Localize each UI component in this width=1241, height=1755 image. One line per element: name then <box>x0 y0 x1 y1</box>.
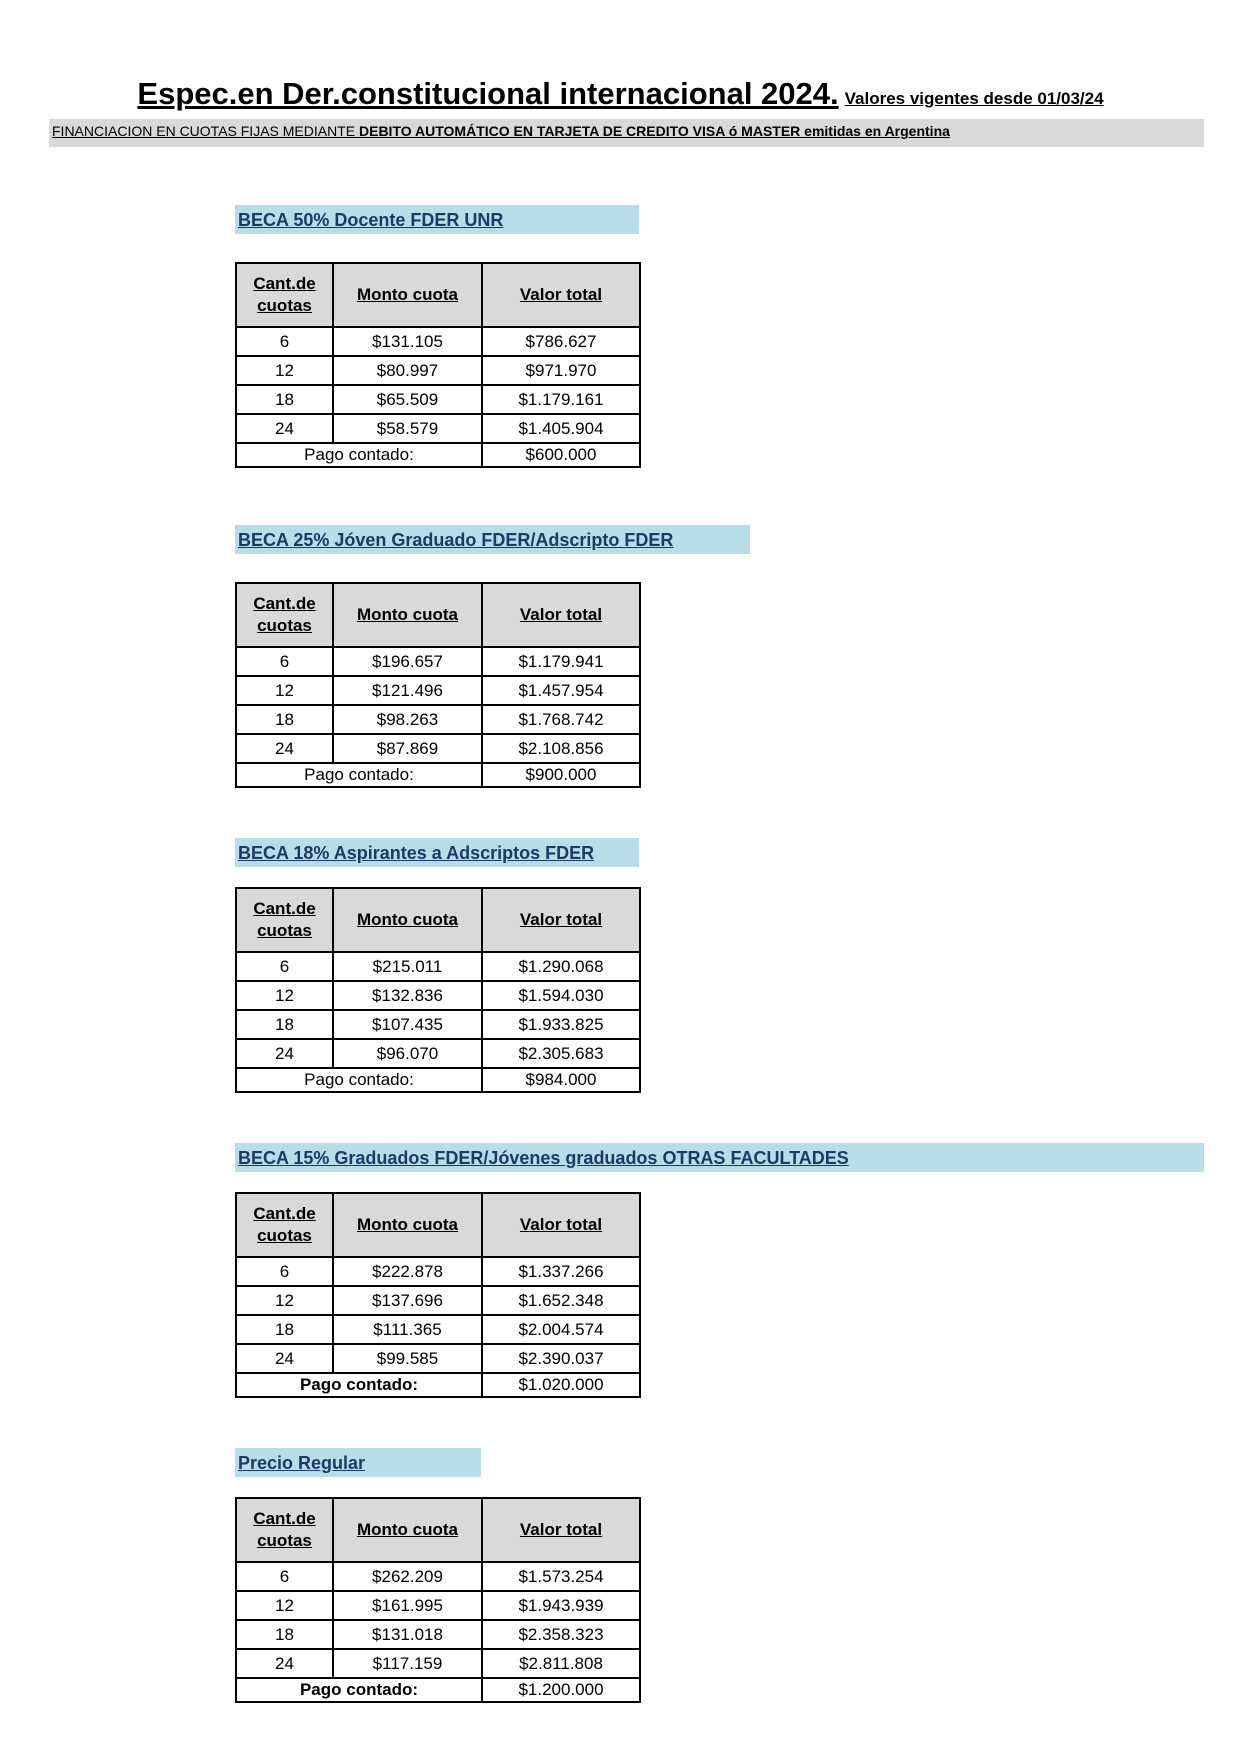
cell-monto: $196.657 <box>333 647 482 676</box>
cell-total: $2.004.574 <box>482 1315 640 1344</box>
cell-monto: $80.997 <box>333 356 482 385</box>
cell-cant: 18 <box>236 1315 333 1344</box>
cell-monto: $99.585 <box>333 1344 482 1373</box>
cell-total: $2.108.856 <box>482 734 640 763</box>
col-header-cant: Cant.de cuotas <box>236 1498 333 1562</box>
table-row <box>236 676 640 705</box>
table-row <box>236 705 640 734</box>
cell-cant: 18 <box>236 705 333 734</box>
cell-total: $971.970 <box>482 356 640 385</box>
cell-monto: $87.869 <box>333 734 482 763</box>
cell-monto: $262.209 <box>333 1562 482 1591</box>
cell-cant: 24 <box>236 1649 333 1678</box>
cell-monto: $96.070 <box>333 1039 482 1068</box>
col-header-cant: Cant.de cuotas <box>236 583 333 647</box>
cell-total: $2.358.323 <box>482 1620 640 1649</box>
cash-payment-label: Pago contado: <box>236 1373 482 1397</box>
cash-payment-label: Pago contado: <box>236 1068 482 1092</box>
cell-total: $1.652.348 <box>482 1286 640 1315</box>
col-header-monto: Monto cuota <box>333 263 482 327</box>
cell-monto: $222.878 <box>333 1257 482 1286</box>
cell-monto: $161.995 <box>333 1591 482 1620</box>
section-title-beca-50: BECA 50% Docente FDER UNR <box>235 205 639 234</box>
table-row <box>236 1010 640 1039</box>
cell-total: $1.933.825 <box>482 1010 640 1039</box>
table-row <box>236 414 640 443</box>
cell-monto: $131.105 <box>333 327 482 356</box>
col-header-cant: Cant.de cuotas <box>236 1193 333 1257</box>
cell-total: $1.290.068 <box>482 952 640 981</box>
table-header-row <box>236 888 640 952</box>
cell-monto: $132.836 <box>333 981 482 1010</box>
cash-payment-label: Pago contado: <box>236 1678 482 1702</box>
cell-monto: $215.011 <box>333 952 482 981</box>
cell-cant: 12 <box>236 981 333 1010</box>
cell-cant: 6 <box>236 952 333 981</box>
cell-monto: $65.509 <box>333 385 482 414</box>
cell-total: $1.405.904 <box>482 414 640 443</box>
cell-total: $1.573.254 <box>482 1562 640 1591</box>
cash-payment-value: $900.000 <box>482 763 640 787</box>
table-row <box>236 327 640 356</box>
cell-cant: 6 <box>236 327 333 356</box>
table-row <box>236 1562 640 1591</box>
cash-payment-label: Pago contado: <box>236 763 482 787</box>
validity-date: Valores vigentes desde 01/03/24 <box>844 89 1104 108</box>
col-header-total: Valor total <box>482 263 640 327</box>
table-row <box>236 385 640 414</box>
cell-monto: $107.435 <box>333 1010 482 1039</box>
cell-cant: 18 <box>236 1620 333 1649</box>
cell-cant: 18 <box>236 385 333 414</box>
table-header-row <box>236 1498 640 1562</box>
cell-cant: 12 <box>236 676 333 705</box>
table-row <box>236 981 640 1010</box>
cash-payment-row <box>236 1068 640 1092</box>
table-row <box>236 734 640 763</box>
col-header-total: Valor total <box>482 1498 640 1562</box>
table-row <box>236 356 640 385</box>
table-row <box>236 647 640 676</box>
cash-payment-value: $984.000 <box>482 1068 640 1092</box>
cash-payment-value: $1.200.000 <box>482 1678 640 1702</box>
cell-total: $1.457.954 <box>482 676 640 705</box>
cell-cant: 12 <box>236 1591 333 1620</box>
cell-total: $786.627 <box>482 327 640 356</box>
table-header-row <box>236 263 640 327</box>
cell-cant: 24 <box>236 734 333 763</box>
table-row <box>236 1286 640 1315</box>
section-title-beca-25: BECA 25% Jóven Graduado FDER/Adscripto FDER <box>235 525 750 554</box>
section-title-precio-regular: Precio Regular <box>235 1448 481 1477</box>
col-header-total: Valor total <box>482 888 640 952</box>
table-row <box>236 1591 640 1620</box>
cash-payment-value: $1.020.000 <box>482 1373 640 1397</box>
cell-cant: 24 <box>236 414 333 443</box>
col-header-monto: Monto cuota <box>333 1498 482 1562</box>
price-table-precio-regular <box>235 1497 641 1703</box>
price-table-beca-18 <box>235 887 641 1093</box>
col-header-total: Valor total <box>482 583 640 647</box>
financing-method: DEBITO AUTOMÁTICO EN TARJETA DE CREDITO VISA ó MASTER emitidas en Argentina <box>359 123 950 139</box>
col-header-monto: Monto cuota <box>333 1193 482 1257</box>
financing-banner <box>49 119 1204 147</box>
cash-payment-row <box>236 1678 640 1702</box>
col-header-total: Valor total <box>482 1193 640 1257</box>
cell-total: $1.594.030 <box>482 981 640 1010</box>
cell-monto: $117.159 <box>333 1649 482 1678</box>
cell-monto: $58.579 <box>333 414 482 443</box>
cash-payment-label: Pago contado: <box>236 443 482 467</box>
cell-cant: 24 <box>236 1039 333 1068</box>
section-title-beca-15: BECA 15% Graduados FDER/Jóvenes graduados OTRAS FACULTADES <box>235 1143 1204 1172</box>
cell-cant: 6 <box>236 1562 333 1591</box>
cell-cant: 12 <box>236 1286 333 1315</box>
table-row <box>236 1649 640 1678</box>
page-title: Espec.en Der.constitucional internacional 2024. <box>137 76 839 111</box>
cell-total: $2.811.808 <box>482 1649 640 1678</box>
table-row <box>236 1344 640 1373</box>
cell-monto: $121.496 <box>333 676 482 705</box>
cell-total: $2.390.037 <box>482 1344 640 1373</box>
cash-payment-value: $600.000 <box>482 443 640 467</box>
cell-total: $1.179.161 <box>482 385 640 414</box>
cell-cant: 6 <box>236 647 333 676</box>
cash-payment-row <box>236 443 640 467</box>
cell-monto: $98.263 <box>333 705 482 734</box>
cash-payment-row <box>236 763 640 787</box>
table-row <box>236 1039 640 1068</box>
table-header-row <box>236 1193 640 1257</box>
cell-cant: 18 <box>236 1010 333 1039</box>
table-header-row <box>236 583 640 647</box>
table-row <box>236 952 640 981</box>
cell-monto: $111.365 <box>333 1315 482 1344</box>
cash-payment-row <box>236 1373 640 1397</box>
financing-prefix: FINANCIACION EN CUOTAS FIJAS MEDIANTE <box>52 123 359 139</box>
col-header-cant: Cant.de cuotas <box>236 263 333 327</box>
price-table-beca-50 <box>235 262 641 468</box>
cell-total: $1.337.266 <box>482 1257 640 1286</box>
section-title-beca-18: BECA 18% Aspirantes a Adscriptos FDER <box>235 838 639 867</box>
table-row <box>236 1257 640 1286</box>
cell-total: $1.179.941 <box>482 647 640 676</box>
table-row <box>236 1620 640 1649</box>
price-table-beca-25 <box>235 582 641 788</box>
col-header-cant: Cant.de cuotas <box>236 888 333 952</box>
cell-total: $1.943.939 <box>482 1591 640 1620</box>
cell-cant: 12 <box>236 356 333 385</box>
table-row <box>236 1315 640 1344</box>
col-header-monto: Monto cuota <box>333 583 482 647</box>
page-title-row <box>0 76 1241 120</box>
cell-monto: $131.018 <box>333 1620 482 1649</box>
cell-total: $1.768.742 <box>482 705 640 734</box>
cell-cant: 6 <box>236 1257 333 1286</box>
cell-cant: 24 <box>236 1344 333 1373</box>
cell-monto: $137.696 <box>333 1286 482 1315</box>
col-header-monto: Monto cuota <box>333 888 482 952</box>
cell-total: $2.305.683 <box>482 1039 640 1068</box>
price-table-beca-15 <box>235 1192 641 1398</box>
